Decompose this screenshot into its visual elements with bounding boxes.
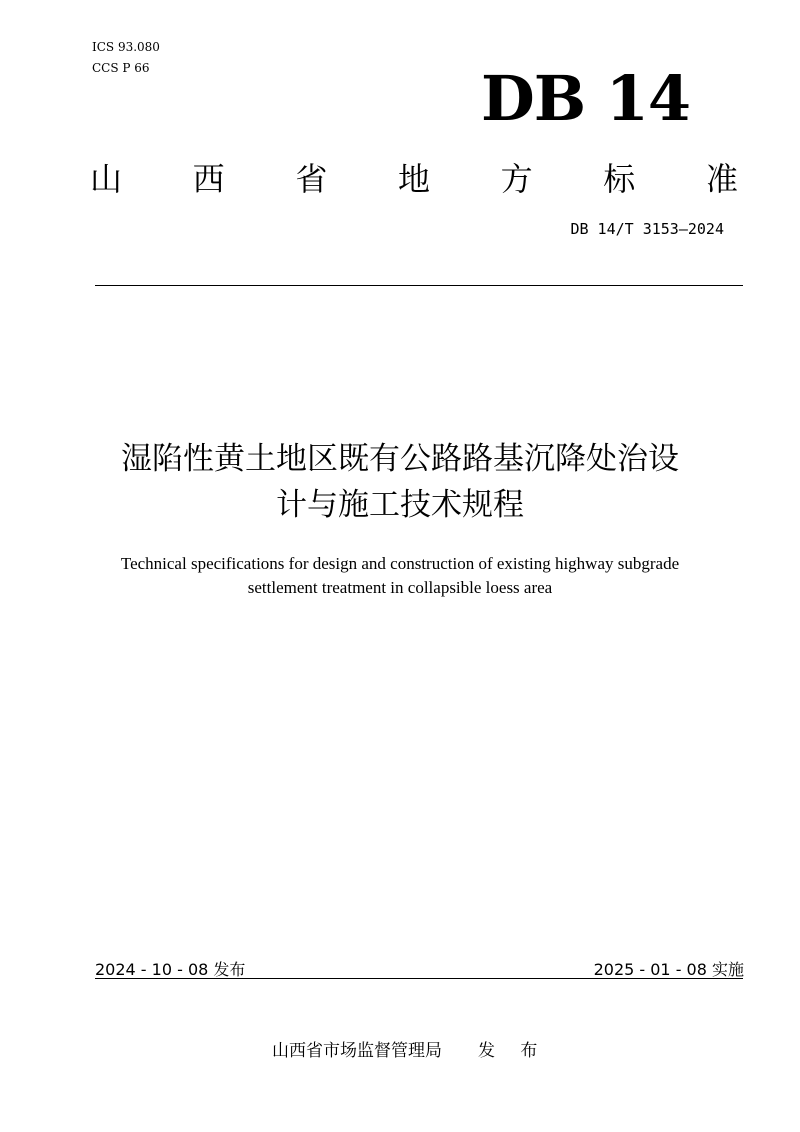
chinese-title-line: 湿陷性黄土地区既有公路路基沉降处治设 xyxy=(121,441,679,477)
english-title xyxy=(60,552,740,600)
top-divider xyxy=(95,285,743,286)
standard-category-char: 地 xyxy=(397,160,430,198)
chinese-title-line: 计与施工技术规程 xyxy=(276,487,524,523)
publisher-action: 发 布 xyxy=(478,1041,548,1061)
english-title-line: settlement treatment in collapsible loess area xyxy=(247,578,553,597)
ics-code: ICS 93.080 xyxy=(92,40,160,54)
standard-number: DB 14/T 3153—2024 xyxy=(570,220,724,238)
publisher xyxy=(272,1036,547,1061)
chinese-title xyxy=(60,436,740,528)
standard-category-title xyxy=(90,154,738,200)
standard-category-char: 山 xyxy=(90,160,123,198)
db-logo: DB 14 xyxy=(480,62,690,135)
english-title-line: Technical specifications for design and construction of existing highway subgrade xyxy=(120,554,680,573)
publisher-name: 山西省市场监督管理局 xyxy=(272,1041,442,1061)
standard-category-char: 省 xyxy=(295,160,328,198)
standard-category-char: 方 xyxy=(500,160,533,198)
implementation-date: 2025 - 01 - 08 实施 xyxy=(593,960,744,979)
bottom-divider xyxy=(95,978,743,979)
standard-category-char: 西 xyxy=(192,160,225,198)
ccs-code: CCS P 66 xyxy=(92,61,150,75)
standard-category-char: 准 xyxy=(705,160,738,198)
issue-date: 2024 - 10 - 08 发布 xyxy=(95,960,246,979)
standard-category-char: 标 xyxy=(603,160,636,198)
